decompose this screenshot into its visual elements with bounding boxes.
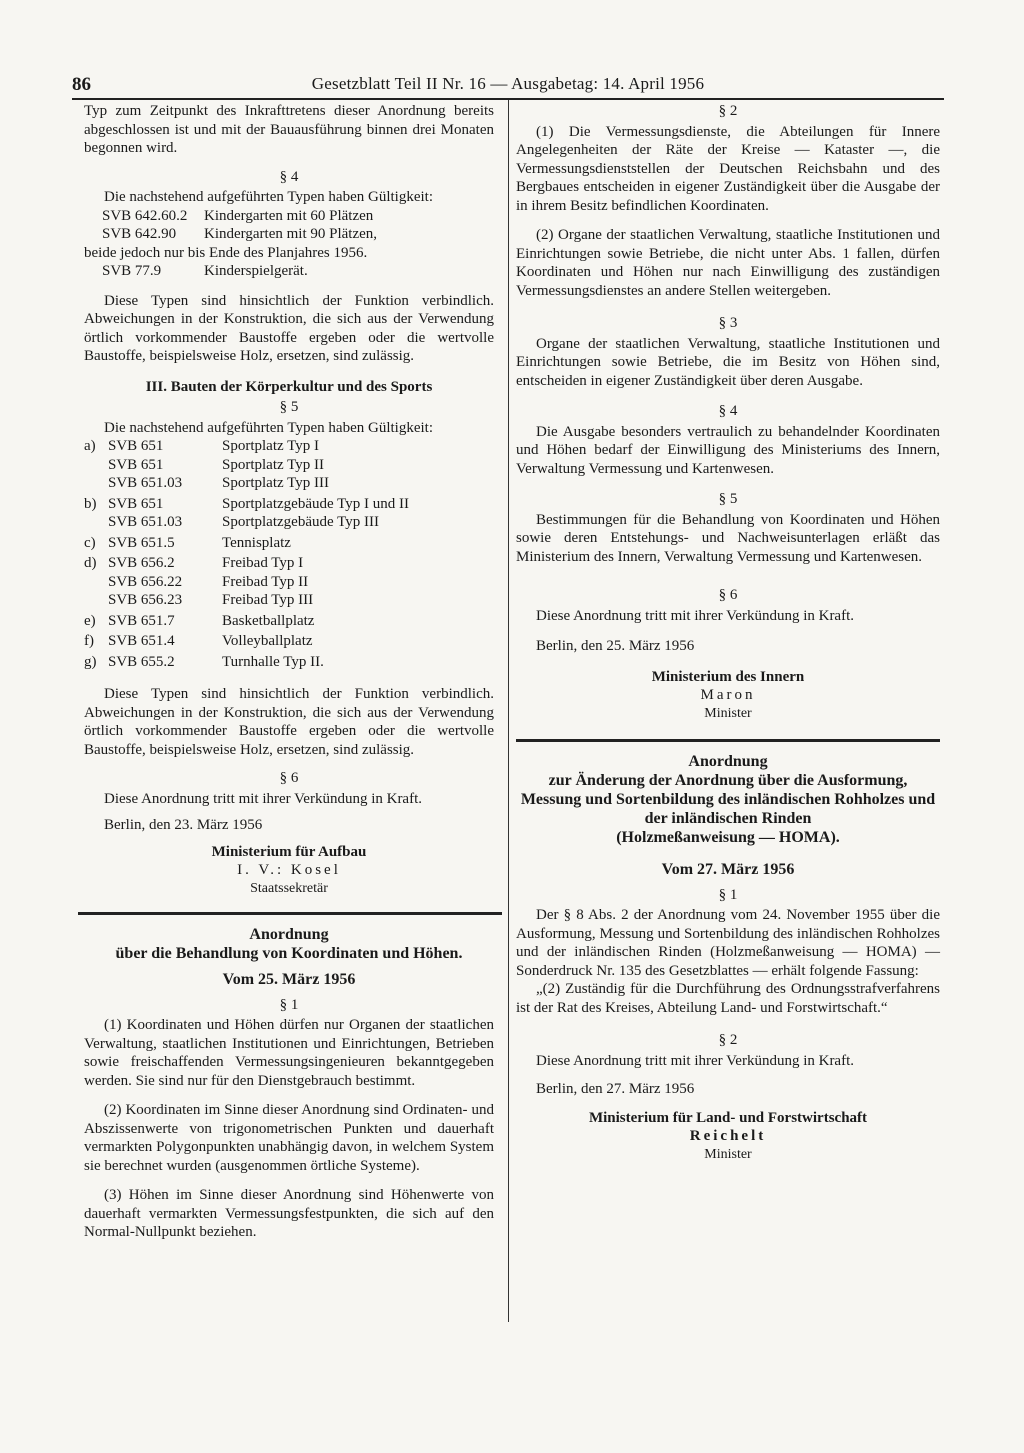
section-heading: § 2 (718, 1032, 738, 1048)
list-item (84, 534, 494, 553)
type-code: SVB 651 (108, 456, 164, 473)
type-name: Sportplatzgebäude Typ III (222, 514, 379, 530)
paragraph: Der § 8 Abs. 2 der Anordnung vom 24. November 1955 über die Ausformung, Messung und Sortenbildung des inländischen Rohholzes und der inländischen Rinden (Holzmeßanweisung — HOMA) — Sonderdruck Nr. 135 des Gesetzblattes — erhält folgende Fassung: (516, 907, 940, 979)
paragraph: Typ zum Zeitpunkt des Inkrafttretens dieser Anordnung bereits abgeschlossen ist und mit der Bauausführung binnen drei Monaten begonnen wird. (84, 103, 494, 156)
section-rule (516, 739, 940, 742)
section-heading: § 2 (718, 103, 738, 119)
signature-name: Reichelt (689, 1128, 767, 1144)
ordinance-heading: Anordnung (249, 926, 329, 943)
ordinance-title: über die Behandlung von Koordinaten und Höhen. (115, 945, 463, 962)
section-heading: § 5 (279, 399, 299, 415)
type-code: SVB 651.7 (108, 612, 175, 629)
list-item (84, 612, 494, 631)
section-heading: § 6 (279, 770, 299, 786)
type-name: Turnhalle Typ II. (222, 653, 324, 670)
type-code: SVB 651.5 (108, 534, 175, 551)
page-header (72, 74, 944, 98)
type-name: Kindergarten mit 90 Plätzen, (204, 226, 378, 242)
paragraph: Diese Anordnung tritt mit ihrer Verkündung in Kraft. (536, 607, 855, 624)
list-letter (84, 573, 108, 592)
list-letter (84, 513, 108, 532)
signature-role: Staatssekretär (250, 880, 328, 896)
paragraph: Die nachstehend aufgeführten Typen haben Gültigkeit: (104, 419, 433, 436)
list-letter: d) (84, 555, 97, 571)
type-name: Basketballplatz (222, 612, 315, 629)
paragraph: Diese Typen sind hinsichtlich der Funktion verbindlich. Abweichungen in der Konstruktion, die sich aus der Verwendung örtlich vorkommender Baustoffe ergeben oder die wertvolle Baustoffe, beispielsweise Holz, ersetzen, sind zulässig. (84, 686, 494, 758)
ordinance-title: zur Änderung der Anordnung über die Ausformung, (548, 772, 908, 789)
type-code: SVB 655.2 (108, 653, 175, 670)
ministry-name: Ministerium des Innern (651, 668, 805, 685)
list-letter: a) (84, 438, 96, 454)
ordinance-date: Vom 27. März 1956 (661, 861, 795, 878)
type-code: SVB 651.4 (108, 633, 175, 649)
date-line: Berlin, den 23. März 1956 (104, 817, 263, 833)
list-item (84, 554, 494, 573)
type-entry (84, 225, 494, 244)
ordinance-title: Messung und Sortenbildung des inländischen Rohholzes und der inländischen Rinden (520, 791, 936, 827)
section-heading: § 3 (718, 315, 738, 331)
list-item (84, 573, 494, 592)
type-code: SVB 642.60.2 (102, 207, 188, 224)
right-column (516, 102, 940, 1164)
left-column (84, 102, 494, 1242)
ministry-name: Ministerium für Land- und Forstwirtschaft (588, 1109, 868, 1126)
section-rule (78, 912, 502, 915)
list-letter (84, 474, 108, 493)
section-heading: § 4 (718, 403, 738, 419)
ordinance-date: Vom 25. März 1956 (222, 971, 356, 988)
signature-role: Minister (704, 1146, 752, 1162)
column-divider (508, 100, 509, 1322)
paragraph: Diese Anordnung tritt mit ihrer Verkündung in Kraft. (104, 790, 423, 807)
list-letter: e) (84, 612, 96, 629)
list-letter (84, 591, 108, 610)
list-item (84, 474, 494, 493)
list-item (84, 456, 494, 475)
list-item (84, 513, 494, 532)
type-name: Sportplatzgebäude Typ I und II (222, 495, 409, 512)
type-name: Kindergarten mit 60 Plätzen (204, 207, 374, 224)
page-number: 86 (72, 74, 91, 95)
paragraph: Die nachstehend aufgeführten Typen haben Gültigkeit: (104, 189, 433, 205)
type-code: SVB 651.03 (108, 514, 183, 530)
type-name: Volleyballplatz (222, 633, 313, 649)
paragraph: (2) Koordinaten im Sinne dieser Anordnung sind Ordinaten- und Abszissenwerte von trigonometrischen Punkten und dauerhaft vermarkten Polygonpunkten unabhängig davon, in welchem System sie berechnet wurden (ausgenommen örtliche Systeme). (84, 1102, 494, 1174)
paragraph: Diese Anordnung tritt mit ihrer Verkündung in Kraft. (536, 1052, 855, 1069)
type-code: SVB 651 (108, 495, 164, 512)
paragraph: Bestimmungen für die Behandlung von Koordinaten und Höhen sowie deren Entstehungs- und Nachweisunterlagen erläßt das Ministerium des Innern, Verwaltung Vermessung und Kartenwesen. (516, 511, 940, 565)
date-line: Berlin, den 27. März 1956 (536, 1081, 695, 1097)
type-name: Sportplatz Typ III (222, 475, 329, 491)
list-letter: g) (84, 653, 97, 670)
type-name: Kinderspielgerät. (204, 263, 308, 279)
type-name: Sportplatz Typ II (222, 456, 324, 473)
list-item (84, 653, 494, 672)
section-heading: § 4 (279, 168, 299, 185)
section-heading: § 1 (718, 886, 738, 903)
type-name: Freibad Typ II (222, 573, 309, 590)
type-name: Freibad Typ I (222, 555, 304, 571)
list-letter (84, 456, 108, 475)
list-item (84, 495, 494, 514)
type-code: SVB 656.2 (108, 555, 175, 571)
type-code: SVB 642.90 (102, 226, 177, 242)
ordinance-heading: Anordnung (688, 753, 768, 770)
type-entry (84, 207, 494, 226)
quoted-text: „(2) Zuständig für die Durchführung des Ordnungsstrafverfahrens ist der Rat des Kreises, Abteilung Land- und Forstwirtschaft.“ (516, 981, 940, 1016)
paragraph: Organe der staatlichen Verwaltung, staatliche Institutionen und Einrichtungen sowie Betriebe, die im Besitz von Höhen sind, entscheiden in eigener Zuständigkeit über deren Ausgabe. (516, 335, 940, 389)
signature-name: I. V.: Kosel (237, 862, 341, 878)
list-letter: c) (84, 534, 96, 551)
part-heading: III. Bauten der Körperkultur und des Sports (145, 378, 433, 395)
date-line: Berlin, den 25. März 1956 (536, 638, 695, 654)
type-name: Sportplatz Typ I (222, 438, 319, 454)
list-item (84, 437, 494, 456)
ordinance-title: (Holzmeßanweisung — HOMA). (616, 829, 840, 846)
sports-type-list (84, 437, 494, 671)
paragraph: beide jedoch nur bis Ende des Planjahres 1956. (84, 244, 368, 261)
type-code: SVB 656.23 (108, 592, 183, 608)
list-item (84, 591, 494, 610)
type-code: SVB 77.9 (102, 263, 162, 279)
signature-role: Minister (704, 705, 752, 721)
paragraph: (3) Höhen im Sinne dieser Anordnung sind Höhenwerte von dauerhaft vermarkten Vermessungsfestpunkten, die sich auf den Normal-Nullpunkt beziehen. (84, 1187, 494, 1240)
paragraph: (2) Organe der staatlichen Verwaltung, staatliche Institutionen und Einrichtungen sowie Betriebe, die nicht unter Abs. 1 fallen, dürfen Koordinaten und Höhen nur nach Einwilligung des zuständigen Vermessungsdienstes an andere Stellen weitergeben. (516, 227, 940, 299)
gazette-title: Gesetzblatt Teil II Nr. 16 — Ausgabetag: 14. April 1956 (311, 74, 705, 93)
type-name: Tennisplatz (222, 534, 291, 551)
paragraph: (1) Die Vermessungsdienste, die Abteilungen für Innere Angelegenheiten der Räte der Kreise — Kataster —, die Vermessungsdienststellen der Deutschen Reichsbahn und des Bergbaues entscheiden in eigener Zuständigkeit über die Ausgabe der in ihrem Besitz befindlichen Koordinaten. (516, 123, 940, 214)
list-letter: f) (84, 633, 94, 649)
list-item (84, 632, 494, 651)
type-entry (84, 262, 494, 281)
paragraph: Die Ausgabe besonders vertraulich zu behandelnder Koordinaten und Höhen bedarf der Einwilligung des Ministeriums des Innern, Verwaltung Vermessung und Kartenwesen. (516, 423, 940, 477)
type-code: SVB 656.22 (108, 573, 183, 590)
signature-name: Maron (700, 687, 756, 703)
type-code: SVB 651 (108, 438, 164, 454)
paragraph: (1) Koordinaten und Höhen dürfen nur Organen der staatlichen Verwaltung, staatlichen Institutionen und Einrichtungen, Betrieben sowie freischaffenden Vermessungsingenieuren bekanntgegeben werden. Sie sind nur für den Dienstgebrauch bestimmt. (84, 1017, 494, 1089)
type-name: Freibad Typ III (222, 592, 314, 608)
section-heading: § 6 (718, 587, 738, 603)
section-heading: § 5 (718, 491, 738, 507)
list-letter: b) (84, 495, 97, 512)
section-heading: § 1 (279, 996, 299, 1013)
type-code: SVB 651.03 (108, 475, 183, 491)
ministry-name: Ministerium für Aufbau (211, 843, 367, 860)
paragraph: Diese Typen sind hinsichtlich der Funktion verbindlich. Abweichungen in der Konstruktion, die sich aus der Verwendung örtlich vorkommender Baustoffe ergeben oder die wertvolle Baustoffe, beispielsweise Holz, ersetzen, sind zulässig. (84, 292, 494, 364)
